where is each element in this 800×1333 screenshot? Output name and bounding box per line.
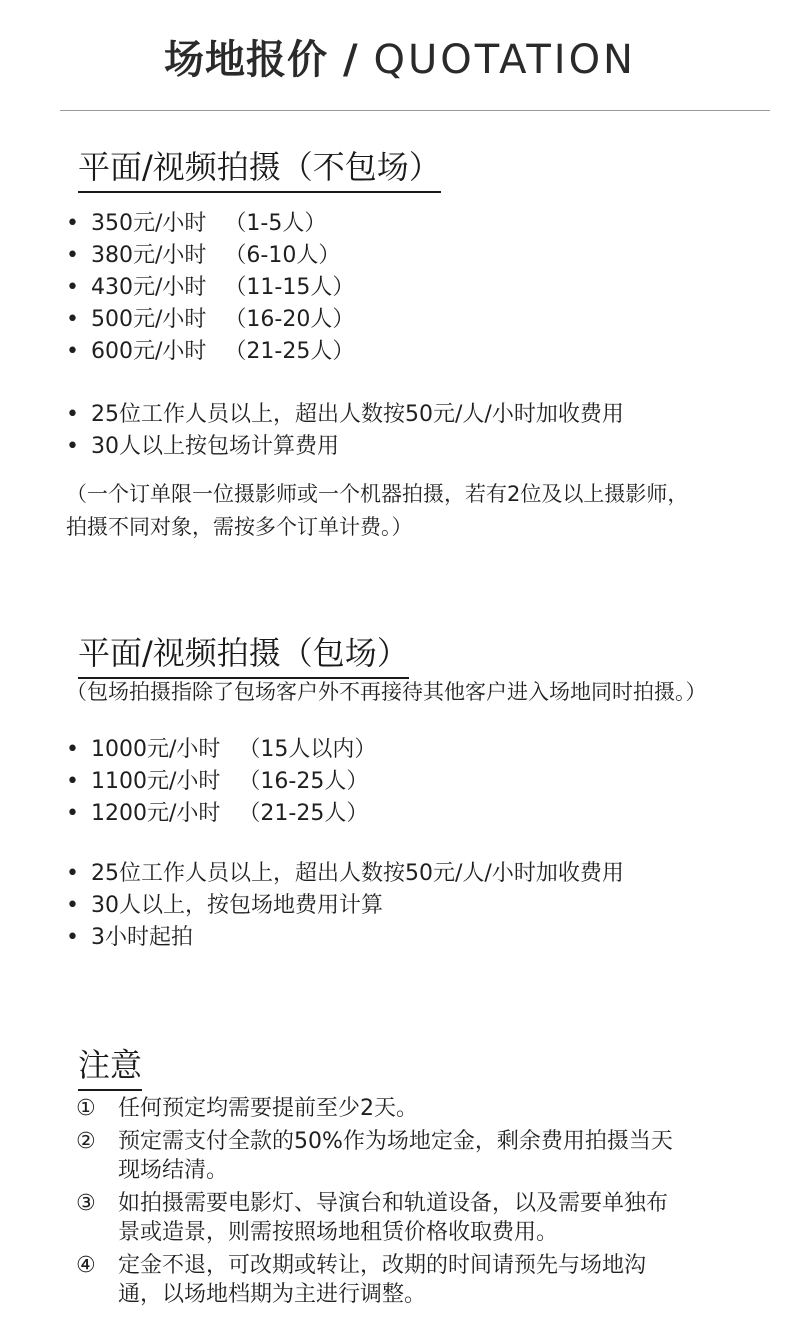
list-item <box>66 240 354 272</box>
bullet-icon: • <box>66 402 79 427</box>
people-range: （16-25人） <box>238 769 369 794</box>
note-text-continued: 通，以场地档期为主进行调整。 <box>118 1282 427 1307</box>
bullet-icon: • <box>66 737 79 762</box>
section-heading-exclusive: 平面/视频拍摄（包场） <box>78 628 409 679</box>
divider <box>60 110 770 111</box>
price-label: 1000元/小时 <box>91 737 221 762</box>
bullet-icon: • <box>66 769 79 794</box>
note-number: ③ <box>76 1191 96 1216</box>
extra-text: 30人以上按包场计算费用 <box>91 434 339 459</box>
bullet-icon: • <box>66 925 79 950</box>
list-item <box>66 431 624 463</box>
order-note-line: 拍摄不同对象，需按多个订单计费。） <box>66 515 413 539</box>
note-text-continued: 景或造景，则需按照场地租赁价格收取费用。 <box>118 1220 559 1245</box>
order-note <box>66 478 688 544</box>
list-item <box>66 798 376 830</box>
note-item <box>76 1251 673 1309</box>
list-item <box>66 734 376 766</box>
people-range: （1-5人） <box>224 211 327 236</box>
people-range: （21-25人） <box>224 339 355 364</box>
price-list-exclusive <box>66 734 376 830</box>
list-item <box>66 890 624 922</box>
note-number: ① <box>76 1096 96 1121</box>
people-range: （6-10人） <box>224 243 341 268</box>
price-label: 600元/小时 <box>91 339 207 364</box>
title-separator: / <box>328 37 374 83</box>
price-label: 500元/小时 <box>91 307 207 332</box>
notes-heading: 注意 <box>78 1040 142 1091</box>
people-range: （11-15人） <box>224 275 355 300</box>
note-number: ④ <box>76 1253 96 1278</box>
people-range: （15人以内） <box>238 737 377 762</box>
bullet-icon: • <box>66 801 79 826</box>
note-text: 预定需支付全款的50%作为场地定金，剩余费用拍摄当天 <box>118 1129 673 1154</box>
section-heading-non-exclusive: 平面/视频拍摄（不包场） <box>78 142 441 193</box>
extra-text: 30人以上，按包场地费用计算 <box>91 893 383 918</box>
order-note-line: （一个订单限一位摄影师或一个机器拍摄，若有2位及以上摄影师， <box>66 482 689 506</box>
bullet-icon: • <box>66 339 79 364</box>
price-label: 430元/小时 <box>91 275 207 300</box>
title-en: QUOTATION <box>373 37 636 83</box>
bullet-icon: • <box>66 861 79 886</box>
note-item <box>76 1127 673 1185</box>
bullet-icon: • <box>66 893 79 918</box>
note-number: ② <box>76 1129 96 1154</box>
extra-text: 3小时起拍 <box>91 925 193 950</box>
exclusive-description: （包场拍摄指除了包场客户外不再接待其他客户进入场地同时拍摄。） <box>66 680 707 704</box>
list-item <box>66 304 354 336</box>
list-item <box>66 208 354 240</box>
price-label: 1200元/小时 <box>91 801 221 826</box>
bullet-icon: • <box>66 307 79 332</box>
extra-text: 25位工作人员以上，超出人数按50元/人/小时加收费用 <box>91 402 624 427</box>
price-label: 380元/小时 <box>91 243 207 268</box>
note-text: 如拍摄需要电影灯、导演台和轨道设备，以及需要单独布 <box>118 1191 669 1216</box>
price-label: 1100元/小时 <box>91 769 221 794</box>
bullet-icon: • <box>66 275 79 300</box>
page-title <box>0 28 800 85</box>
bullet-icon: • <box>66 211 79 236</box>
note-text: 任何预定均需要提前至少2天。 <box>118 1096 418 1121</box>
note-text-continued: 现场结清。 <box>118 1158 229 1183</box>
people-range: （21-25人） <box>238 801 369 826</box>
note-item <box>76 1094 673 1123</box>
bullet-icon: • <box>66 434 79 459</box>
price-list-non-exclusive <box>66 208 354 368</box>
list-item <box>66 272 354 304</box>
people-range: （16-20人） <box>224 307 355 332</box>
title-cn: 场地报价 <box>164 37 329 83</box>
list-item <box>66 336 354 368</box>
extras-list-non-exclusive <box>66 399 624 463</box>
list-item <box>66 922 624 954</box>
extra-text: 25位工作人员以上，超出人数按50元/人/小时加收费用 <box>91 861 624 886</box>
price-label: 350元/小时 <box>91 211 207 236</box>
note-item <box>76 1189 673 1247</box>
list-item <box>66 399 624 431</box>
note-text: 定金不退，可改期或转让，改期的时间请预先与场地沟 <box>118 1253 647 1278</box>
list-item <box>66 858 624 890</box>
notes-list <box>76 1094 673 1313</box>
list-item <box>66 766 376 798</box>
bullet-icon: • <box>66 243 79 268</box>
extras-list-exclusive <box>66 858 624 954</box>
